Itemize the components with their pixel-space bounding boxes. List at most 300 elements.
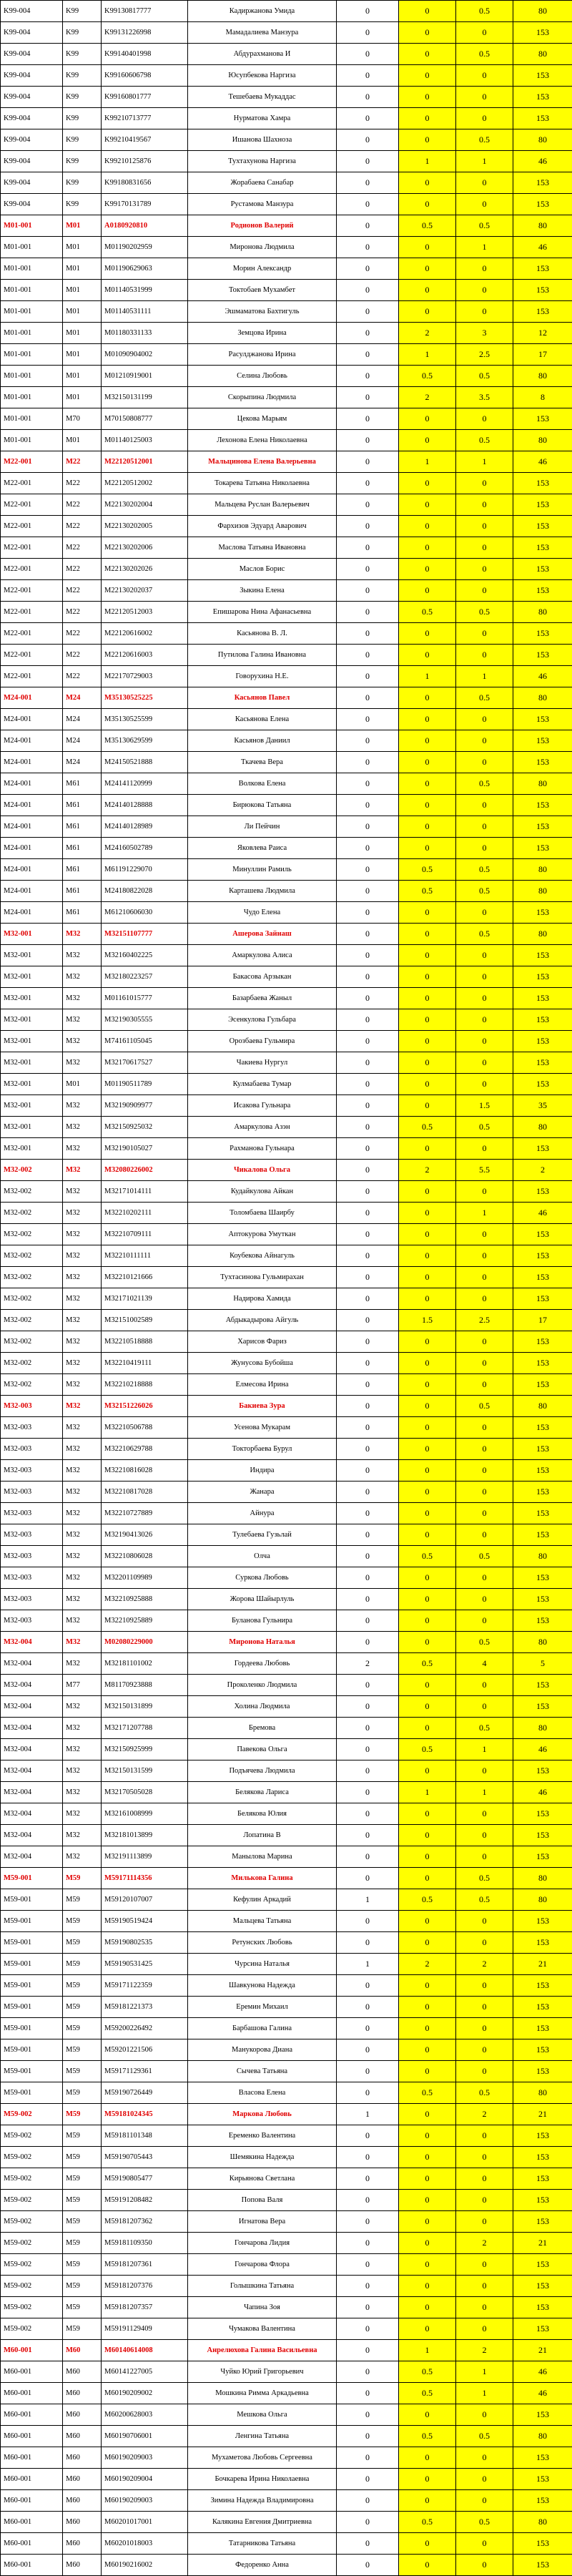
value-2-cell: 0 [399, 1396, 456, 1417]
table-row [1, 280, 572, 301]
group-cell: M01 [63, 215, 102, 237]
value-3-cell: 0 [456, 816, 513, 838]
branch-code-cell: M24-001 [1, 881, 63, 902]
value-3-cell: 0.5 [456, 2512, 513, 2533]
group-cell: M59 [63, 1954, 102, 1975]
group-cell: M61 [63, 795, 102, 816]
group-cell: M59 [63, 1889, 102, 1911]
table-row [1, 2168, 572, 2190]
member-name-cell: Манылова Марина [188, 1846, 337, 1868]
group-cell: M59 [63, 2318, 102, 2340]
value-3-cell: 0.5 [456, 687, 513, 709]
value-4-cell: 153 [513, 280, 572, 301]
value-1-cell: 0 [337, 816, 399, 838]
value-1-cell: 0 [337, 1031, 399, 1052]
value-1-cell: 0 [337, 1718, 399, 1739]
value-1-cell: 0 [337, 2340, 399, 2361]
table-row [1, 194, 572, 215]
member-name-cell: Расулджанова Ирина [188, 344, 337, 366]
value-2-cell: 0 [399, 301, 456, 323]
value-4-cell: 46 [513, 2361, 572, 2383]
value-1-cell: 0 [337, 2426, 399, 2447]
member-id-cell: K99210419567 [102, 129, 188, 151]
table-row [1, 1031, 572, 1052]
value-1-cell: 0 [337, 2490, 399, 2512]
group-cell: M32 [63, 1825, 102, 1846]
value-4-cell: 153 [513, 988, 572, 1009]
value-2-cell: 0 [399, 2125, 456, 2147]
member-id-cell: M59190519424 [102, 1911, 188, 1932]
value-4-cell: 80 [513, 2426, 572, 2447]
table-row-leader [1, 2340, 572, 2361]
value-1-cell: 0 [337, 344, 399, 366]
table-row [1, 2254, 572, 2276]
member-name-cell: Тухтасинова Гульмирахан [188, 1267, 337, 1288]
value-4-cell: 153 [513, 902, 572, 924]
value-2-cell: 0 [399, 1760, 456, 1782]
branch-code-cell: M60-001 [1, 2469, 63, 2490]
member-name-cell: Гончарова Флора [188, 2254, 337, 2276]
value-3-cell: 0 [456, 516, 513, 537]
value-2-cell: 0 [399, 1696, 456, 1718]
group-cell: M01 [63, 366, 102, 387]
value-3-cell: 0 [456, 1803, 513, 1825]
value-4-cell: 153 [513, 1224, 572, 1245]
branch-code-cell: M32-001 [1, 945, 63, 966]
branch-code-cell: M32-004 [1, 1718, 63, 1739]
member-id-cell: M32151226026 [102, 1396, 188, 1417]
value-4-cell: 153 [513, 2297, 572, 2318]
value-3-cell: 1 [456, 451, 513, 473]
member-id-cell: M32210806028 [102, 1546, 188, 1567]
value-2-cell: 0.5 [399, 215, 456, 237]
value-1-cell: 0 [337, 1245, 399, 1267]
branch-code-cell: M32-002 [1, 1160, 63, 1181]
value-4-cell: 80 [513, 430, 572, 451]
value-3-cell: 0.5 [456, 1632, 513, 1653]
group-cell: M22 [63, 666, 102, 687]
group-cell: M24 [63, 752, 102, 773]
table-row [1, 129, 572, 151]
value-2-cell: 0 [399, 172, 456, 194]
group-cell: M60 [63, 2555, 102, 2576]
value-4-cell: 153 [513, 1245, 572, 1267]
branch-code-cell: K99-004 [1, 44, 63, 65]
table-row [1, 1138, 572, 1160]
value-2-cell: 0 [399, 1503, 456, 1524]
branch-code-cell: M59-001 [1, 1932, 63, 1954]
group-cell: M01 [63, 237, 102, 258]
value-4-cell: 80 [513, 773, 572, 795]
value-3-cell: 0 [456, 1353, 513, 1374]
member-id-cell: M35130629599 [102, 730, 188, 752]
branch-code-cell: M24-001 [1, 752, 63, 773]
table-row [1, 1267, 572, 1288]
member-id-cell: M02080229000 [102, 1632, 188, 1653]
member-name-cell: Бакиева Зура [188, 1396, 337, 1417]
value-3-cell: 0 [456, 172, 513, 194]
value-1-cell: 2 [337, 1653, 399, 1675]
branch-code-cell: M32-003 [1, 1589, 63, 1610]
table-row-leader [1, 924, 572, 945]
value-1-cell: 0 [337, 1310, 399, 1331]
member-id-cell: M32151107777 [102, 924, 188, 945]
value-2-cell: 0 [399, 194, 456, 215]
member-name-cell: Милькова Галина [188, 1868, 337, 1889]
branch-code-cell: M60-001 [1, 2361, 63, 2383]
table-row [1, 1245, 572, 1267]
member-id-cell: M32181013899 [102, 1825, 188, 1846]
table-row [1, 1911, 572, 1932]
table-row [1, 44, 572, 65]
branch-code-cell: M59-002 [1, 2147, 63, 2168]
member-id-cell: M59181024345 [102, 2104, 188, 2125]
table-row [1, 2125, 572, 2147]
value-2-cell: 0 [399, 2147, 456, 2168]
member-name-cell: Шемякина Надежда [188, 2147, 337, 2168]
member-name-cell: Голышкина Татьяна [188, 2276, 337, 2297]
value-4-cell: 46 [513, 1739, 572, 1760]
branch-code-cell: M32-004 [1, 1739, 63, 1760]
value-2-cell: 0 [399, 1825, 456, 1846]
value-4-cell: 46 [513, 451, 572, 473]
group-cell: M61 [63, 859, 102, 881]
value-3-cell: 1 [456, 1203, 513, 1224]
member-name-cell: Павекова Ольга [188, 1739, 337, 1760]
value-4-cell: 153 [513, 258, 572, 280]
member-name-cell: Фархизов Эдуард Аварович [188, 516, 337, 537]
value-4-cell: 153 [513, 1760, 572, 1782]
value-2-cell: 0 [399, 1567, 456, 1589]
member-id-cell: M32210709111 [102, 1224, 188, 1245]
member-id-cell: M59200226492 [102, 2018, 188, 2039]
value-1-cell: 0 [337, 795, 399, 816]
value-1-cell: 0 [337, 1868, 399, 1889]
member-name-cell: Усенова Мукарам [188, 1417, 337, 1439]
member-id-cell: M32150925032 [102, 1117, 188, 1138]
value-4-cell: 17 [513, 344, 572, 366]
value-2-cell: 0 [399, 1846, 456, 1868]
value-1-cell: 0 [337, 1374, 399, 1396]
member-id-cell: M01140531999 [102, 280, 188, 301]
value-2-cell: 0 [399, 2018, 456, 2039]
member-id-cell: M60190706001 [102, 2426, 188, 2447]
member-id-cell: M59190531425 [102, 1954, 188, 1975]
group-cell: M61 [63, 838, 102, 859]
group-cell: M59 [63, 1997, 102, 2018]
branch-code-cell: M22-001 [1, 666, 63, 687]
value-1-cell: 0 [337, 1975, 399, 1997]
member-id-cell: M59181207376 [102, 2276, 188, 2297]
member-id-cell: M59190802535 [102, 1932, 188, 1954]
branch-code-cell: M22-001 [1, 580, 63, 602]
member-name-cell: Чакиева Нургул [188, 1052, 337, 1074]
table-row-leader [1, 215, 572, 237]
table-row [1, 1181, 572, 1203]
group-cell: M60 [63, 2383, 102, 2404]
member-id-cell: M59181207357 [102, 2297, 188, 2318]
branch-code-cell: M01-001 [1, 258, 63, 280]
member-name-cell: Зимина Надежда Владимировна [188, 2490, 337, 2512]
branch-code-cell: M32-004 [1, 1803, 63, 1825]
value-2-cell: 0 [399, 280, 456, 301]
value-1-cell: 0 [337, 559, 399, 580]
table-row [1, 2383, 572, 2404]
table-row [1, 2018, 572, 2039]
value-3-cell: 0 [456, 1460, 513, 1482]
value-1-cell: 0 [337, 2190, 399, 2211]
value-4-cell: 153 [513, 2447, 572, 2469]
member-id-cell: M81170923888 [102, 1675, 188, 1696]
value-3-cell: 0.5 [456, 1546, 513, 1567]
value-2-cell: 0.5 [399, 881, 456, 902]
table-row [1, 1760, 572, 1782]
branch-code-cell: M32-002 [1, 1288, 63, 1310]
value-4-cell: 153 [513, 1267, 572, 1288]
value-2-cell: 0 [399, 966, 456, 988]
value-4-cell: 153 [513, 945, 572, 966]
value-3-cell: 0 [456, 580, 513, 602]
value-3-cell: 0.5 [456, 215, 513, 237]
value-1-cell: 0 [337, 2469, 399, 2490]
member-id-cell: M32150925999 [102, 1739, 188, 1760]
value-2-cell: 1 [399, 151, 456, 172]
value-4-cell: 153 [513, 709, 572, 730]
value-3-cell: 0 [456, 2168, 513, 2190]
value-4-cell: 153 [513, 2555, 572, 2576]
value-1-cell: 0 [337, 1203, 399, 1224]
table-row [1, 473, 572, 494]
value-3-cell: 1 [456, 1739, 513, 1760]
branch-code-cell: M32-003 [1, 1439, 63, 1460]
value-2-cell: 0 [399, 1975, 456, 1997]
value-3-cell: 0 [456, 2018, 513, 2039]
value-1-cell: 0 [337, 1760, 399, 1782]
value-2-cell: 0 [399, 258, 456, 280]
group-cell: K99 [63, 108, 102, 129]
value-3-cell: 0 [456, 1997, 513, 2018]
table-row [1, 1288, 572, 1310]
value-4-cell: 153 [513, 816, 572, 838]
value-1-cell: 0 [337, 387, 399, 408]
value-2-cell: 0.5 [399, 2512, 456, 2533]
member-id-cell: M61210606030 [102, 902, 188, 924]
group-cell: M32 [63, 1803, 102, 1825]
value-2-cell: 0 [399, 65, 456, 87]
value-4-cell: 153 [513, 2147, 572, 2168]
value-2-cell: 1 [399, 451, 456, 473]
branch-code-cell: M01-001 [1, 237, 63, 258]
group-cell: K99 [63, 129, 102, 151]
table-row [1, 1997, 572, 2018]
value-1-cell: 0 [337, 172, 399, 194]
branch-code-cell: K99-004 [1, 129, 63, 151]
member-id-cell: M60190209004 [102, 2469, 188, 2490]
member-name-cell: Кадиржанова Умида [188, 1, 337, 22]
value-4-cell: 153 [513, 1031, 572, 1052]
value-3-cell: 0 [456, 795, 513, 816]
table-row [1, 2318, 572, 2340]
member-name-cell: Бирюкова Татьяна [188, 795, 337, 816]
value-4-cell: 80 [513, 366, 572, 387]
value-1-cell: 0 [337, 2018, 399, 2039]
value-1-cell: 0 [337, 1138, 399, 1160]
value-3-cell: 0 [456, 645, 513, 666]
table-row [1, 1954, 572, 1975]
value-4-cell: 153 [513, 22, 572, 44]
member-id-cell: M32210925888 [102, 1589, 188, 1610]
value-1-cell: 0 [337, 966, 399, 988]
group-cell: M59 [63, 2190, 102, 2211]
member-id-cell: M32160402225 [102, 945, 188, 966]
group-cell: M24 [63, 730, 102, 752]
branch-code-cell: M22-001 [1, 559, 63, 580]
table-row [1, 1353, 572, 1374]
table-row [1, 2404, 572, 2426]
table-row [1, 1803, 572, 1825]
member-id-cell: M24141120999 [102, 773, 188, 795]
table-row [1, 1782, 572, 1803]
value-4-cell: 153 [513, 473, 572, 494]
value-2-cell: 0 [399, 1482, 456, 1503]
value-4-cell: 80 [513, 1117, 572, 1138]
member-id-cell: M24180822028 [102, 881, 188, 902]
table-row [1, 2190, 572, 2211]
value-2-cell: 0 [399, 945, 456, 966]
value-3-cell: 0 [456, 1524, 513, 1546]
value-1-cell: 0 [337, 1911, 399, 1932]
value-3-cell: 0 [456, 1417, 513, 1439]
value-4-cell: 153 [513, 1911, 572, 1932]
value-2-cell: 0 [399, 1031, 456, 1052]
value-1-cell: 0 [337, 945, 399, 966]
member-name-cell: Говорухина Н.Е. [188, 666, 337, 687]
value-1-cell: 0 [337, 602, 399, 623]
value-1-cell: 0 [337, 1632, 399, 1653]
group-cell: K99 [63, 65, 102, 87]
value-3-cell: 0.5 [456, 1889, 513, 1911]
member-name-cell: Гордеева Любовь [188, 1653, 337, 1675]
group-cell: M61 [63, 816, 102, 838]
table-row [1, 881, 572, 902]
member-name-cell: Ткачева Вера [188, 752, 337, 773]
group-cell: M32 [63, 1632, 102, 1653]
value-3-cell: 0 [456, 1696, 513, 1718]
table-row [1, 816, 572, 838]
value-2-cell: 0 [399, 2233, 456, 2254]
member-id-cell: K99210713777 [102, 108, 188, 129]
branch-code-cell: M24-001 [1, 709, 63, 730]
branch-code-cell: M59-002 [1, 2254, 63, 2276]
group-cell: M32 [63, 1009, 102, 1031]
group-cell: M22 [63, 645, 102, 666]
group-cell: M59 [63, 2104, 102, 2125]
group-cell: M32 [63, 1503, 102, 1524]
table-row [1, 1482, 572, 1503]
value-1-cell: 0 [337, 2168, 399, 2190]
value-1-cell: 0 [337, 2383, 399, 2404]
value-1-cell: 0 [337, 773, 399, 795]
branch-code-cell: M59-002 [1, 2297, 63, 2318]
group-cell: M22 [63, 602, 102, 623]
value-4-cell: 153 [513, 730, 572, 752]
value-3-cell: 0 [456, 65, 513, 87]
member-id-cell: M32150131899 [102, 1696, 188, 1718]
branch-code-cell: M60-001 [1, 2512, 63, 2533]
value-4-cell: 153 [513, 2318, 572, 2340]
value-2-cell: 0 [399, 773, 456, 795]
value-3-cell: 0 [456, 2061, 513, 2082]
value-3-cell: 2.5 [456, 344, 513, 366]
member-id-cell: K99140401998 [102, 44, 188, 65]
value-1-cell: 0 [337, 1846, 399, 1868]
branch-code-cell: M32-002 [1, 1245, 63, 1267]
value-4-cell: 5 [513, 1653, 572, 1675]
member-name-cell: Кудайкулова Айкан [188, 1181, 337, 1203]
member-name-cell: Манукорова Диана [188, 2039, 337, 2061]
member-name-cell: Скорыпина Людмила [188, 387, 337, 408]
member-name-cell: Ишанова Шахноза [188, 129, 337, 151]
member-name-cell: Гончарова Лидия [188, 2233, 337, 2254]
branch-code-cell: M32-004 [1, 1760, 63, 1782]
member-name-cell: Касьянов Даниил [188, 730, 337, 752]
member-name-cell: Касьянова В. Л. [188, 623, 337, 645]
value-3-cell: 0.5 [456, 366, 513, 387]
table-row [1, 1846, 572, 1868]
value-3-cell: 4 [456, 1653, 513, 1675]
value-3-cell: 0.5 [456, 1868, 513, 1889]
member-name-cell: Бремова [188, 1718, 337, 1739]
member-id-cell: M01180331133 [102, 323, 188, 344]
group-cell: M59 [63, 2039, 102, 2061]
branch-code-cell: M24-001 [1, 795, 63, 816]
value-1-cell: 0 [337, 151, 399, 172]
value-2-cell: 0.5 [399, 859, 456, 881]
branch-code-cell: M60-001 [1, 2404, 63, 2426]
branch-code-cell: M32-003 [1, 1610, 63, 1632]
table-row [1, 1439, 572, 1460]
value-4-cell: 21 [513, 2233, 572, 2254]
value-2-cell: 0 [399, 2533, 456, 2555]
value-3-cell: 0.5 [456, 773, 513, 795]
branch-code-cell: K99-004 [1, 22, 63, 44]
value-4-cell: 153 [513, 1460, 572, 1482]
member-name-cell: Мешкова Ольга [188, 2404, 337, 2426]
value-4-cell: 80 [513, 1889, 572, 1911]
value-1-cell: 0 [337, 1396, 399, 1417]
value-4-cell: 153 [513, 2061, 572, 2082]
table-row [1, 2039, 572, 2061]
value-4-cell: 153 [513, 795, 572, 816]
value-2-cell: 2 [399, 387, 456, 408]
table-row [1, 1932, 572, 1954]
group-cell: M32 [63, 924, 102, 945]
table-row-leader [1, 687, 572, 709]
value-3-cell: 0 [456, 752, 513, 773]
member-id-cell: M59181207362 [102, 2211, 188, 2233]
branch-code-cell: M59-002 [1, 2125, 63, 2147]
value-2-cell: 0 [399, 1009, 456, 1031]
group-cell: M24 [63, 687, 102, 709]
value-1-cell: 0 [337, 2276, 399, 2297]
member-id-cell: M22130202006 [102, 537, 188, 559]
member-id-cell: M60190209003 [102, 2447, 188, 2469]
group-cell: M59 [63, 1868, 102, 1889]
member-id-cell: M22120512001 [102, 451, 188, 473]
value-1-cell: 0 [337, 1331, 399, 1353]
member-id-cell: M32150131199 [102, 387, 188, 408]
member-id-cell: M59120107007 [102, 1889, 188, 1911]
